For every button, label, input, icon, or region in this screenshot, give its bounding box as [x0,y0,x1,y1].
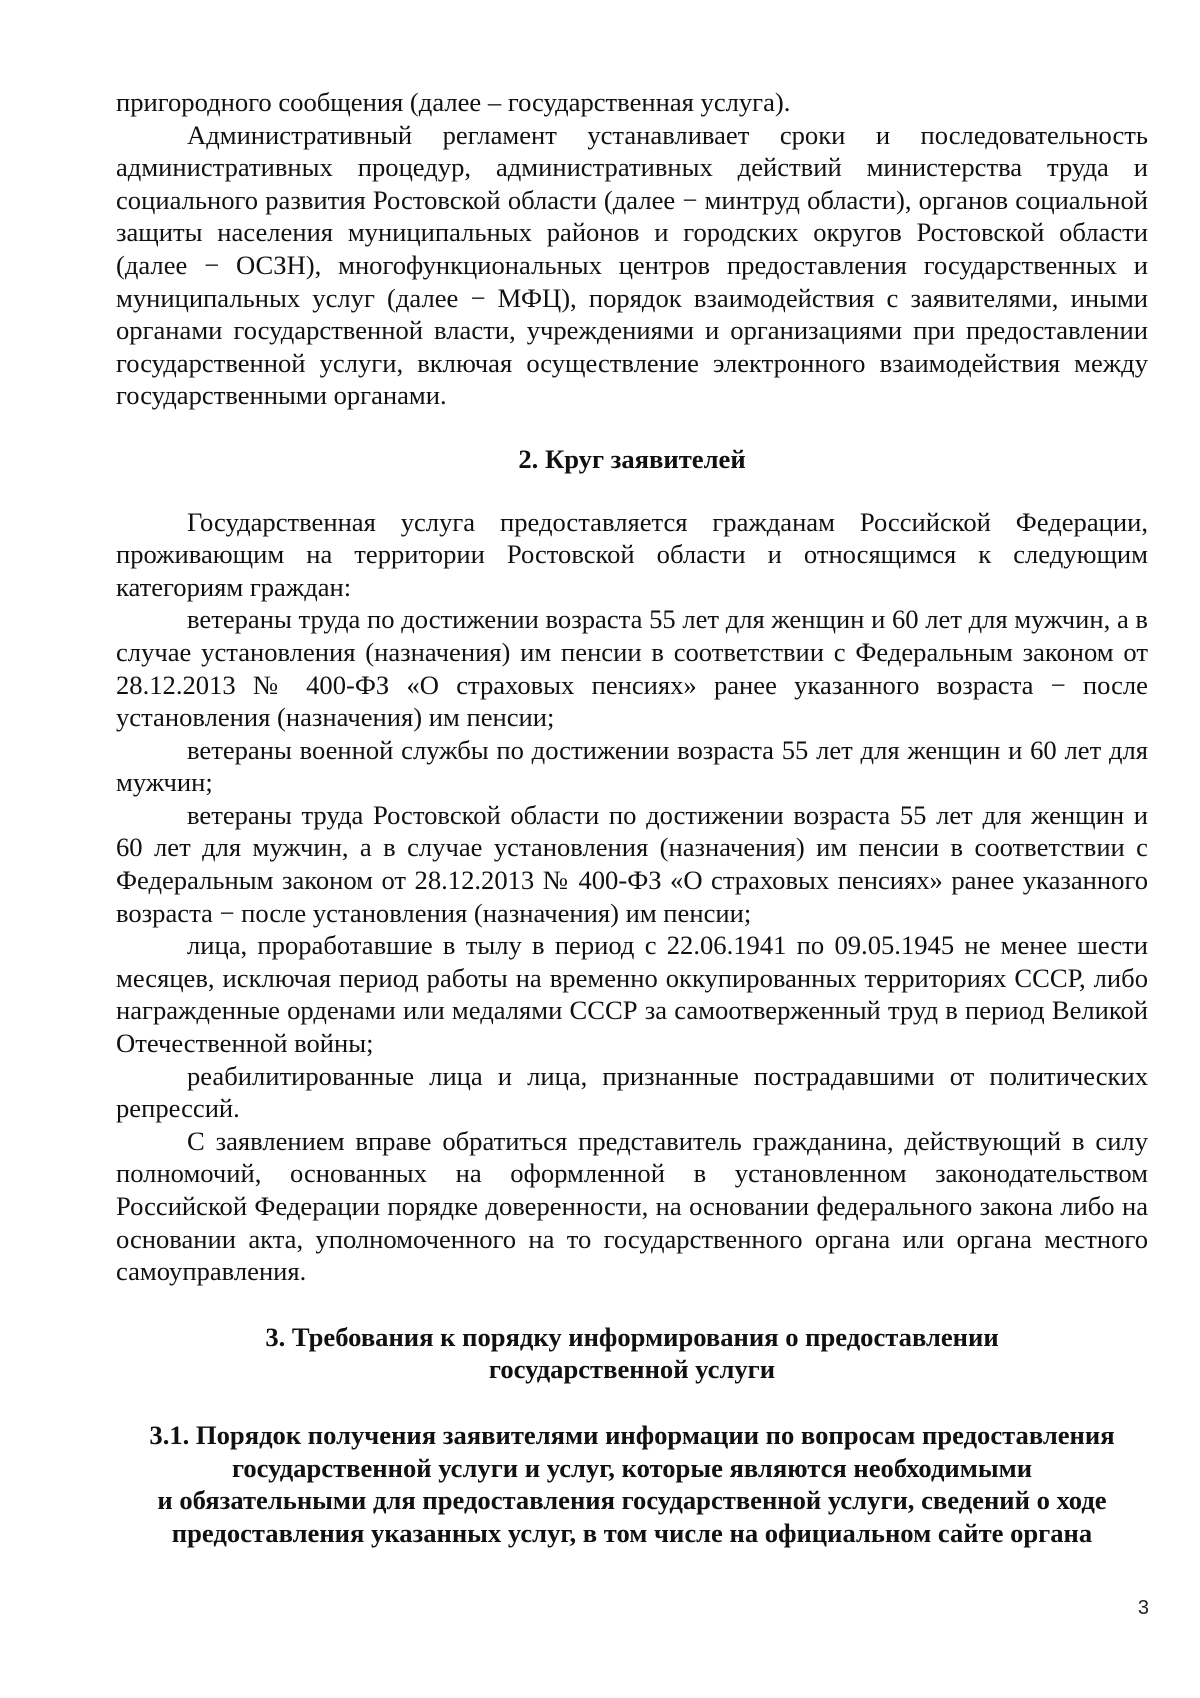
document-body [116,86,1148,1549]
section-3-1-heading [116,1419,1148,1549]
section-2-paragraph: ветераны труда Ростовской области по достижении возраста 55 лет для женщин и 60 лет для мужчин, а в случае установления (назначения) им пенсии в соответствии с Федеральным законом от 28.12.2013 № 400-ФЗ «О страховых пенсиях» ранее указанного возраста − после установления (назначения) им пенсии; [116,799,1148,928]
section-2-paragraph: ветераны труда по достижении возраста 55 лет для женщин и 60 лет для мужчин, а в случае установления (назначения) им пенсии в соответствии с Федеральным законом от 28.12.2013 № 400-ФЗ «О страховых пенсиях» ранее указанного возраста − после установления (назначения) им пенсии; [116,604,1148,733]
section-3-1-heading-line: 3.1. Порядок получения заявителями информации по вопросам предоставления [149,1419,1115,1450]
section-3-1-heading-line: и обязательными для предоставления государственной услуги, сведений о ходе [157,1485,1107,1516]
section-2-paragraph: лица, проработавшие в тылу в период с 22.06.1941 по 09.05.1945 не менее шести месяцев, исключая период работы на временно оккупированных территориях СССР, либо награжденные орденами или медалями СССР за самоотверженный труд в период Великой Отечественной войны; [116,930,1148,1059]
section-3-1-heading-line: государственной услуги и услуг, которые являются необходимыми [231,1452,1033,1483]
section-2-paragraph: реабилитированные лица и лица, признанные пострадавшими от политических репрессий. [116,1060,1148,1124]
section-2-paragraph: Государственная услуга предоставляется гражданам Российской Федерации, проживающим на территории Ростовской области и относящимся к следующим категориям граждан: [116,506,1148,602]
section-3-heading-line: государственной услуги [488,1354,776,1385]
intro-paragraph: Административный регламент устанавливает сроки и последовательность административных процедур, административных действий министерства труда и социального развития Ростовской области (далее − минтруд области), органов социальной защиты населения муниципальных районов и городских округов Ростовской области (далее − ОСЗН), многофункциональных центров предоставления государственных и муниципальных услуг (далее − МФЦ), порядок взаимодействия с заявителями, иными органами государственной власти, учреждениями и организациями при предоставлении государственной услуги, включая осуществление электронного взаимодействия между государственными органами. [116,119,1148,411]
section-2-paragraph: ветераны военной службы по достижении возраста 55 лет для женщин и 60 лет для мужчин; [116,734,1148,798]
section-2-paragraph: С заявлением вправе обратиться представитель гражданина, действующий в силу полномочий, основанных на оформленной в установленном законодательством Российской Федерации порядке доверенности, на основании федерального закона либо на основании акта, уполномоченного на то государственного органа или органа местного самоуправления. [116,1125,1148,1287]
section-2-heading: 2. Круг заявителей [518,443,746,474]
page-number: 3 [1137,1597,1149,1619]
intro-continuation: пригородного сообщения (далее – государственная услуга). [116,87,791,117]
section-3-heading [116,1321,1148,1386]
section-3-1-heading-line: предоставления указанных услуг, в том числе на официальном сайте органа [171,1517,1093,1548]
section-3-heading-line: 3. Требования к порядку информирования о предоставлении [265,1321,999,1352]
